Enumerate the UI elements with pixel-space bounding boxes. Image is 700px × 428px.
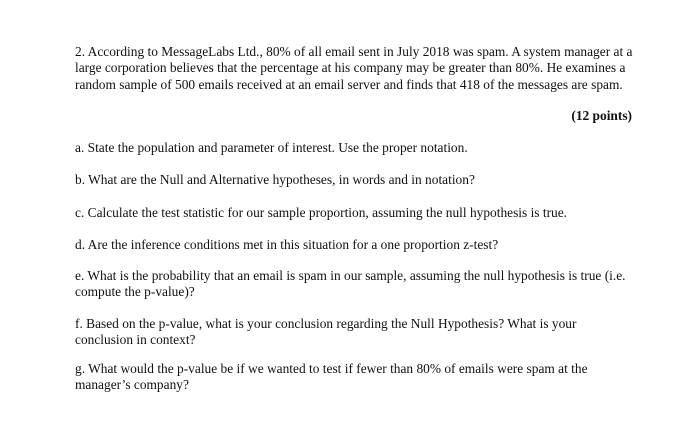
question-c: c. Calculate the test statistic for our sample proportion, assuming the null hypothesis is true. xyxy=(75,205,568,220)
question-f: f. Based on the p-value, what is your conclusion regarding the Null Hypothesis? What is your conclusion in context? xyxy=(75,316,577,348)
points-label: (12 points) xyxy=(571,108,632,123)
question-b: b. What are the Null and Alternative hypotheses, in words and in notation? xyxy=(75,172,475,187)
question-d: d. Are the inference conditions met in this situation for a one proportion z-test? xyxy=(75,237,499,252)
question-a: a. State the population and parameter of interest. Use the proper notation. xyxy=(75,140,468,155)
question-g: g. What would the p-value be if we wanted to test if fewer than 80% of emails were spam at the manager’s company? xyxy=(75,361,588,393)
question-e: e. What is the probability that an email is spam in our sample, assuming the null hypothesis is true (i.e. compute the p-value)? xyxy=(75,268,626,300)
problem-intro: 2. According to MessageLabs Ltd., 80% of all email sent in July 2018 was spam. A system manager at a large corporation believes that the percentage at his company may be greater than 80%. He examines a random sample of 500 emails received at an email server and finds that 418 of the messages are spam. xyxy=(75,44,633,92)
